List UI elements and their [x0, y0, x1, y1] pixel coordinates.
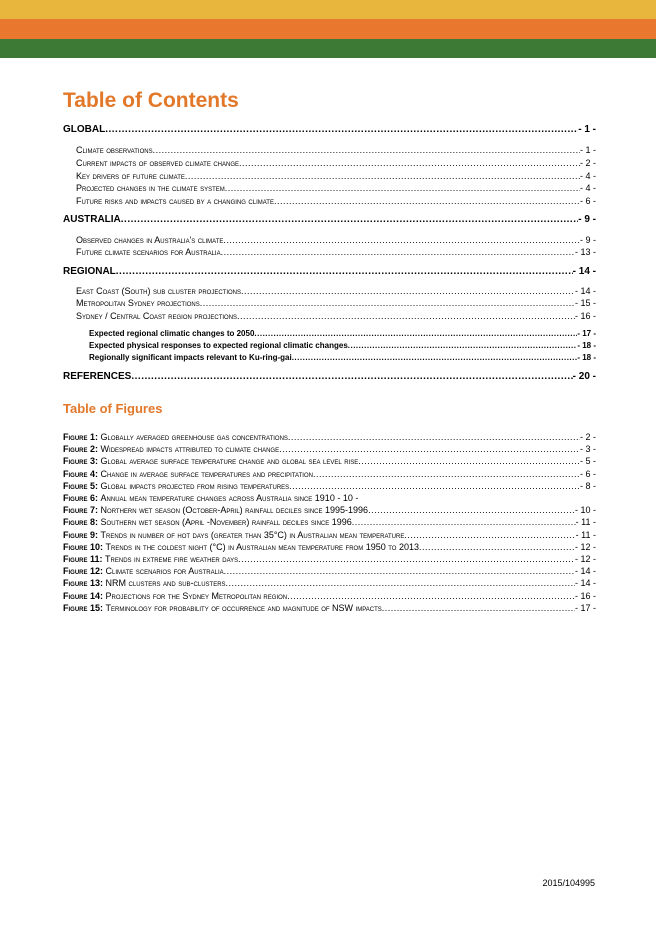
toc-entry-page: - 2 - [579, 158, 596, 168]
figure-number: Figure 8: [63, 517, 99, 528]
figure-number: Figure 13: [63, 578, 104, 589]
dot-leader [121, 214, 578, 225]
toc-entry[interactable] [76, 286, 596, 296]
toc-entry[interactable] [63, 214, 596, 225]
dot-leader [226, 578, 575, 588]
toc-entry-label: AUSTRALIA [63, 214, 121, 225]
toc-entry-page: - 14 - [574, 286, 596, 296]
dot-leader [254, 329, 577, 338]
figure-entry[interactable] [63, 493, 596, 503]
figure-label: Global average surface temperature change and global sea level rise [100, 456, 359, 467]
toc-entry-label: Future climate scenarios for Australia [76, 247, 221, 257]
dot-leader [200, 298, 575, 308]
header-band-yellow [0, 0, 656, 19]
figure-number: Figure 14: [63, 590, 104, 601]
toc-entry[interactable] [89, 353, 596, 362]
figure-page: - 12 - [574, 541, 596, 552]
dot-leader [292, 353, 578, 362]
dot-leader [419, 542, 575, 552]
toc-title: Table of Contents [63, 89, 239, 112]
toc-entry-label: East Coast (South) sub cluster projections [76, 286, 242, 296]
toc-entry-page: - 9 - [578, 214, 596, 225]
toc-entry-label: Metropolitan Sydney projections [76, 298, 200, 308]
figure-page: - 10 - [574, 505, 596, 516]
figure-page: - 17 - [574, 602, 596, 613]
toc-entry-page: - 20 - [572, 371, 596, 382]
dot-leader [185, 171, 580, 181]
figure-number: Figure 2: [63, 444, 99, 455]
dot-leader [223, 235, 580, 245]
figure-label: Trends in extreme fire weather days [105, 554, 239, 564]
toc-entry[interactable] [63, 266, 596, 277]
figure-page: - 14 - [574, 566, 596, 577]
toc-entry-label: Current impacts of observed climate change [76, 158, 240, 168]
toc-entry-label: GLOBAL [63, 124, 106, 135]
dot-leader [224, 566, 575, 576]
figure-page: - 6 - [579, 468, 596, 479]
dot-leader [237, 311, 575, 321]
figure-page: - 2 - [579, 432, 596, 442]
figure-number: Figure 10: [63, 541, 104, 552]
figure-label: Southern wet season (April -November) rainfall deciles since 1996 [100, 517, 352, 528]
figure-label: Widespread impacts attributed to climate change [100, 444, 280, 455]
figure-page: - 11 - [575, 529, 596, 540]
figure-number: Figure 5: [63, 480, 99, 491]
figure-number: Figure 11: [63, 554, 103, 564]
toc-entry-page: - 4 - [579, 171, 596, 181]
toc-entry-page: - 1 - [578, 124, 596, 135]
toc-entry[interactable] [89, 329, 596, 338]
figure-page: - 11 - [575, 517, 596, 528]
figure-entry[interactable] [63, 542, 596, 552]
figure-entry[interactable] [63, 554, 596, 564]
toc-entry-label: Sydney / Central Coast region projections [76, 311, 238, 321]
figure-number: Figure 4: [63, 468, 99, 479]
dot-leader [241, 286, 575, 296]
dot-leader [279, 444, 580, 454]
figure-entry[interactable] [63, 566, 596, 576]
dot-leader [116, 266, 573, 277]
toc-entry-page: - 18 - [577, 353, 596, 362]
toc-entry-page: - 4 - [579, 183, 596, 193]
header-band-orange [0, 19, 656, 39]
toc-entry[interactable] [76, 196, 596, 206]
figure-page: - 12 - [574, 554, 596, 564]
figure-label: NRM clusters and sub-clusters [105, 578, 226, 589]
figure-number: Figure 12: [63, 566, 104, 577]
dot-leader [105, 124, 578, 135]
toc-entry-label: REGIONAL [63, 266, 116, 277]
toc-entry[interactable] [89, 341, 596, 350]
figure-number: Figure 6: [63, 493, 99, 503]
dot-leader [288, 432, 580, 442]
toc-entry-label: Key drivers of future climate [76, 171, 185, 181]
toc-entry-page: - 15 - [574, 298, 596, 308]
toc-entry-page: - 14 - [572, 266, 596, 277]
dot-leader [289, 481, 580, 491]
dot-leader [239, 158, 580, 168]
dot-leader [382, 603, 575, 613]
figure-page: - 3 - [579, 444, 596, 455]
toc-entry-label: Climate observations [76, 145, 153, 155]
figure-number: Figure 7: [63, 505, 99, 516]
toc-entry-page: - 16 - [574, 311, 596, 321]
toc-entry-page: - 17 - [577, 329, 596, 338]
toc-entry[interactable] [76, 183, 596, 193]
figure-page: - 8 - [579, 480, 596, 491]
dot-leader [352, 517, 576, 527]
figure-label: Projections for the Sydney Metropolitan region [105, 590, 288, 601]
figure-number: Figure 3: [63, 456, 99, 467]
toc-entry[interactable] [63, 124, 596, 135]
toc-entry-label: Expected regional climatic changes to 2050 [89, 329, 255, 338]
figure-number: Figure 9: [63, 529, 99, 540]
dot-leader [358, 456, 580, 466]
dot-leader [153, 145, 580, 155]
dot-leader [313, 469, 580, 479]
figure-label: Annual mean temperature changes across Australia since 1910 - 10 - [100, 493, 359, 503]
toc-entry[interactable] [76, 158, 596, 168]
figure-label: Northern wet season (October-April) rainfall deciles since 1995-1996 [100, 505, 369, 516]
toc-entry-label: Expected physical responses to expected regional climatic changes [89, 341, 348, 350]
document-number: 2015/104995 [542, 878, 595, 888]
dot-leader [225, 183, 580, 193]
toc-entry-page: - 1 - [579, 145, 596, 155]
dot-leader [238, 554, 575, 564]
figure-label: Globally averaged greenhouse gas concentrations [100, 432, 288, 442]
header-band-green [0, 39, 656, 58]
figure-page: - 16 - [574, 590, 596, 601]
figure-entry[interactable] [63, 481, 596, 491]
figure-entry[interactable] [63, 469, 596, 479]
figure-entry[interactable] [63, 444, 596, 454]
figure-page: - 5 - [579, 456, 596, 467]
figure-entry[interactable] [63, 456, 596, 466]
figure-entry[interactable] [63, 432, 596, 442]
toc-entry[interactable] [76, 235, 596, 245]
figure-label: Terminology for probability of occurrence and magnitude of NSW impacts [105, 602, 382, 613]
dot-leader [368, 505, 575, 515]
figure-number: Figure 15: [63, 602, 104, 613]
toc-entry-label: Regionally significant impacts relevant to Ku-ring-gai [89, 353, 292, 362]
toc-entry[interactable] [76, 247, 596, 257]
toc-entry-label: Future risks and impacts caused by a changing climate [76, 196, 274, 206]
toc-entry-page: - 13 - [574, 247, 596, 257]
figure-page: - 14 - [574, 578, 596, 589]
toc-entry-label: Projected changes in the climate system [76, 183, 225, 193]
figure-entry[interactable] [63, 530, 596, 540]
toc-entry[interactable] [76, 171, 596, 181]
toc-entry-label: REFERENCES [63, 371, 132, 382]
toc-entry[interactable] [63, 371, 596, 382]
figure-entry[interactable] [63, 578, 596, 588]
toc-entry[interactable] [76, 298, 596, 308]
toc-entry-page: - 9 - [579, 235, 596, 245]
figure-entry[interactable] [63, 591, 596, 601]
figure-entry[interactable] [63, 603, 596, 613]
figure-entry[interactable] [63, 517, 596, 527]
figure-number: Figure 1: [63, 432, 99, 442]
figure-label: Trends in number of hot days (greater than 35°C) in Australian mean temperature [100, 529, 405, 540]
dot-leader [221, 247, 575, 257]
dot-leader [404, 530, 575, 540]
toc-entry-label: Observed changes in Australia's climate [76, 235, 224, 245]
figure-label: Change in average surface temperatures and precipitation [100, 468, 313, 479]
dot-leader [274, 196, 580, 206]
toc-entry-page: - 18 - [577, 341, 596, 350]
toc-entry[interactable] [76, 145, 596, 155]
figure-label: Global impacts projected from rising temperatures [100, 480, 290, 491]
dot-leader [287, 591, 575, 601]
dot-leader [348, 341, 578, 350]
figures-title: Table of Figures [63, 401, 163, 416]
figure-label: Trends in the coldest night (°C) in Australian mean temperature from 1950 to 2013 [105, 541, 419, 552]
toc-entry-page: - 6 - [579, 196, 596, 206]
dot-leader [131, 371, 572, 382]
figure-entry[interactable] [63, 505, 596, 515]
figure-label: Climate scenarios for Australia [105, 566, 224, 577]
toc-entry[interactable] [76, 311, 596, 321]
